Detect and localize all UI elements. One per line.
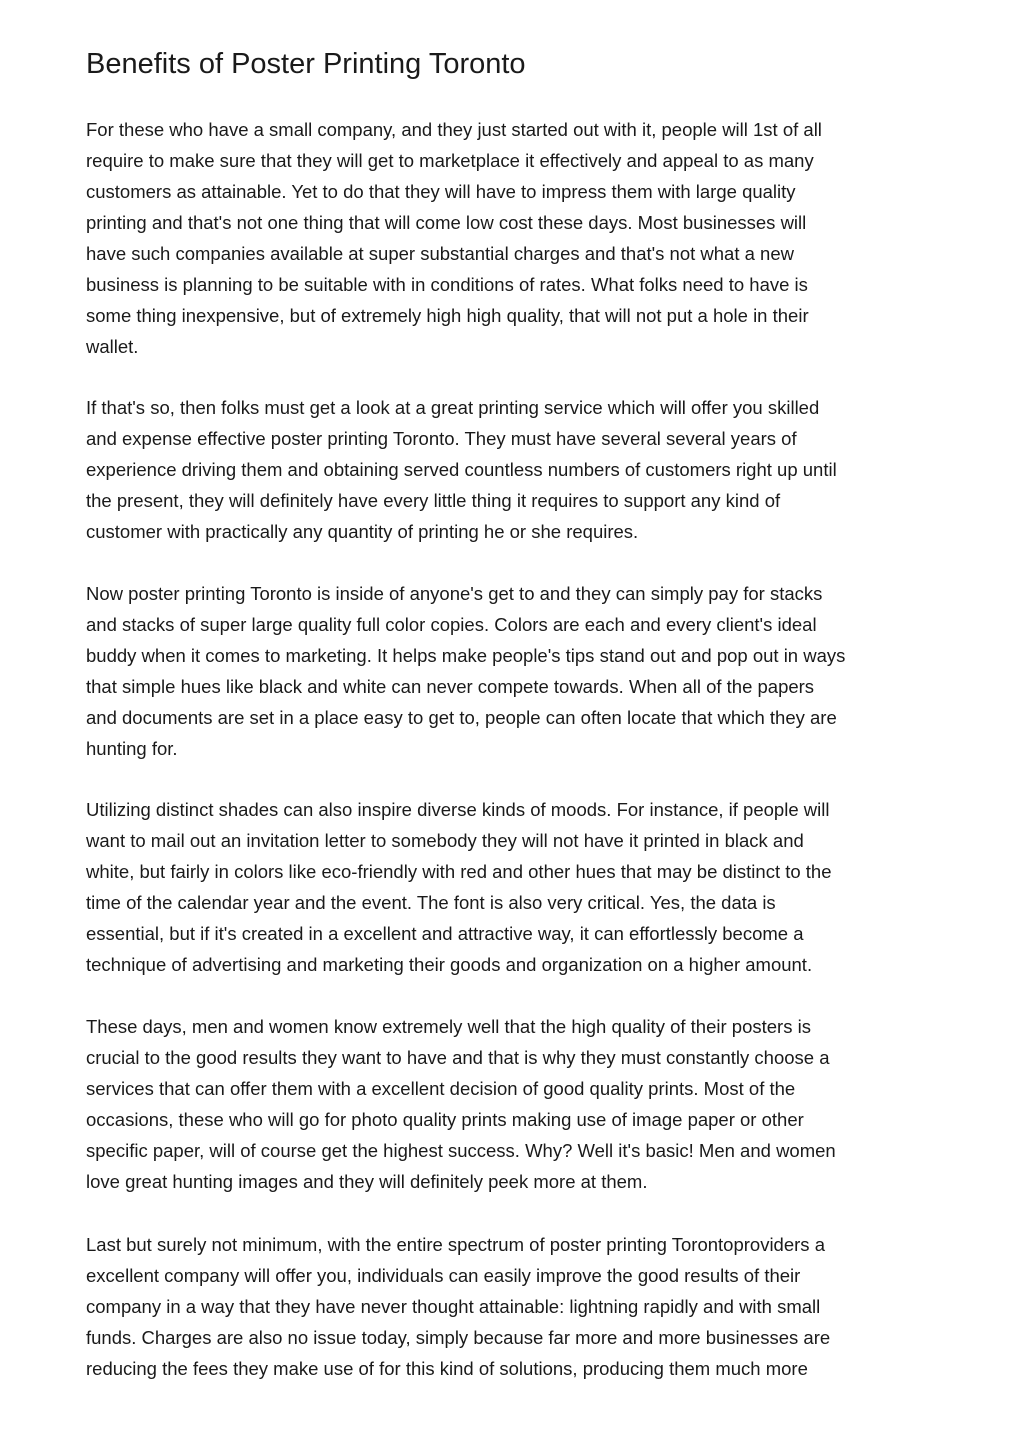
- text-line: business is planning to be suitable with in conditions of rates. What folks need to have is: [86, 274, 808, 295]
- text-line: Last but surely not minimum, with the entire spectrum of poster printing Torontoproviders a: [86, 1234, 825, 1255]
- text-line: white, but fairly in colors like eco-friendly with red and other hues that may be distinct to the: [86, 861, 832, 882]
- paragraph-5: [86, 1011, 836, 1197]
- document-title: Benefits of Poster Printing Toronto: [86, 48, 526, 80]
- paragraph-3: [86, 578, 845, 764]
- text-line: have such companies available at super substantial charges and that's not what a new: [86, 243, 794, 264]
- text-line: require to make sure that they will get to marketplace it effectively and appeal to as many: [86, 150, 814, 171]
- text-line: essential, but if it's created in a excellent and attractive way, it can effortlessly become a: [86, 923, 804, 944]
- paragraph-1: [86, 114, 822, 362]
- text-line: buddy when it comes to marketing. It helps make people's tips stand out and pop out in ways: [86, 645, 846, 666]
- text-line: the present, they will definitely have every little thing it requires to support any kind of: [86, 490, 781, 511]
- text-line: experience driving them and obtaining served countless numbers of customers right up until: [86, 459, 837, 480]
- text-line: company in a way that they have never thought attainable: lightning rapidly and with small: [86, 1296, 821, 1317]
- text-line: printing and that's not one thing that will come low cost these days. Most businesses will: [86, 212, 807, 233]
- text-line: and expense effective poster printing Toronto. They must have several several years of: [86, 428, 797, 449]
- text-line: excellent company will offer you, individuals can easily improve the good results of their: [86, 1265, 801, 1286]
- text-line: These days, men and women know extremely well that the high quality of their posters is: [86, 1016, 811, 1037]
- text-line: For these who have a small company, and they just started out with it, people will 1st of all: [86, 119, 822, 140]
- text-line: technique of advertising and marketing their goods and organization on a higher amount.: [86, 954, 813, 975]
- text-line: love great hunting images and they will definitely peek more at them.: [86, 1171, 648, 1192]
- text-line: reducing the fees they make use of for this kind of solutions, producing them much more: [86, 1358, 808, 1379]
- text-line: funds. Charges are also no issue today, simply because far more and more businesses are: [86, 1327, 831, 1348]
- text-line: occasions, these who will go for photo quality prints making use of image paper or other: [86, 1109, 804, 1130]
- text-line: hunting for.: [86, 738, 178, 759]
- text-line: Now poster printing Toronto is inside of anyone's get to and they can simply pay for stacks: [86, 583, 823, 604]
- text-line: and stacks of super large quality full color copies. Colors are each and every client's ideal: [86, 614, 817, 635]
- paragraph-6: [86, 1229, 830, 1384]
- text-line: want to mail out an invitation letter to somebody they will not have it printed in black and: [86, 830, 804, 851]
- text-line: services that can offer them with a excellent decision of good quality prints. Most of the: [86, 1078, 796, 1099]
- paragraph-2: [86, 392, 837, 547]
- paragraph-4: [86, 794, 832, 980]
- text-line: specific paper, will of course get the highest success. Why? Well it's basic! Men and women: [86, 1140, 836, 1161]
- text-line: customer with practically any quantity of printing he or she requires.: [86, 521, 639, 542]
- text-line: that simple hues like black and white can never compete towards. When all of the papers: [86, 676, 815, 697]
- text-line: Utilizing distinct shades can also inspire diverse kinds of moods. For instance, if people will: [86, 799, 830, 820]
- text-line: and documents are set in a place easy to get to, people can often locate that which they are: [86, 707, 837, 728]
- text-line: customers as attainable. Yet to do that they will have to impress them with large quality: [86, 181, 796, 202]
- text-line: crucial to the good results they want to have and that is why they must constantly choose a: [86, 1047, 830, 1068]
- text-line: If that's so, then folks must get a look at a great printing service which will offer you skilled: [86, 397, 820, 418]
- text-line: some thing inexpensive, but of extremely high high quality, that will not put a hole in their: [86, 305, 809, 326]
- text-line: wallet.: [86, 336, 139, 357]
- text-line: time of the calendar year and the event. The font is also very critical. Yes, the data is: [86, 892, 776, 913]
